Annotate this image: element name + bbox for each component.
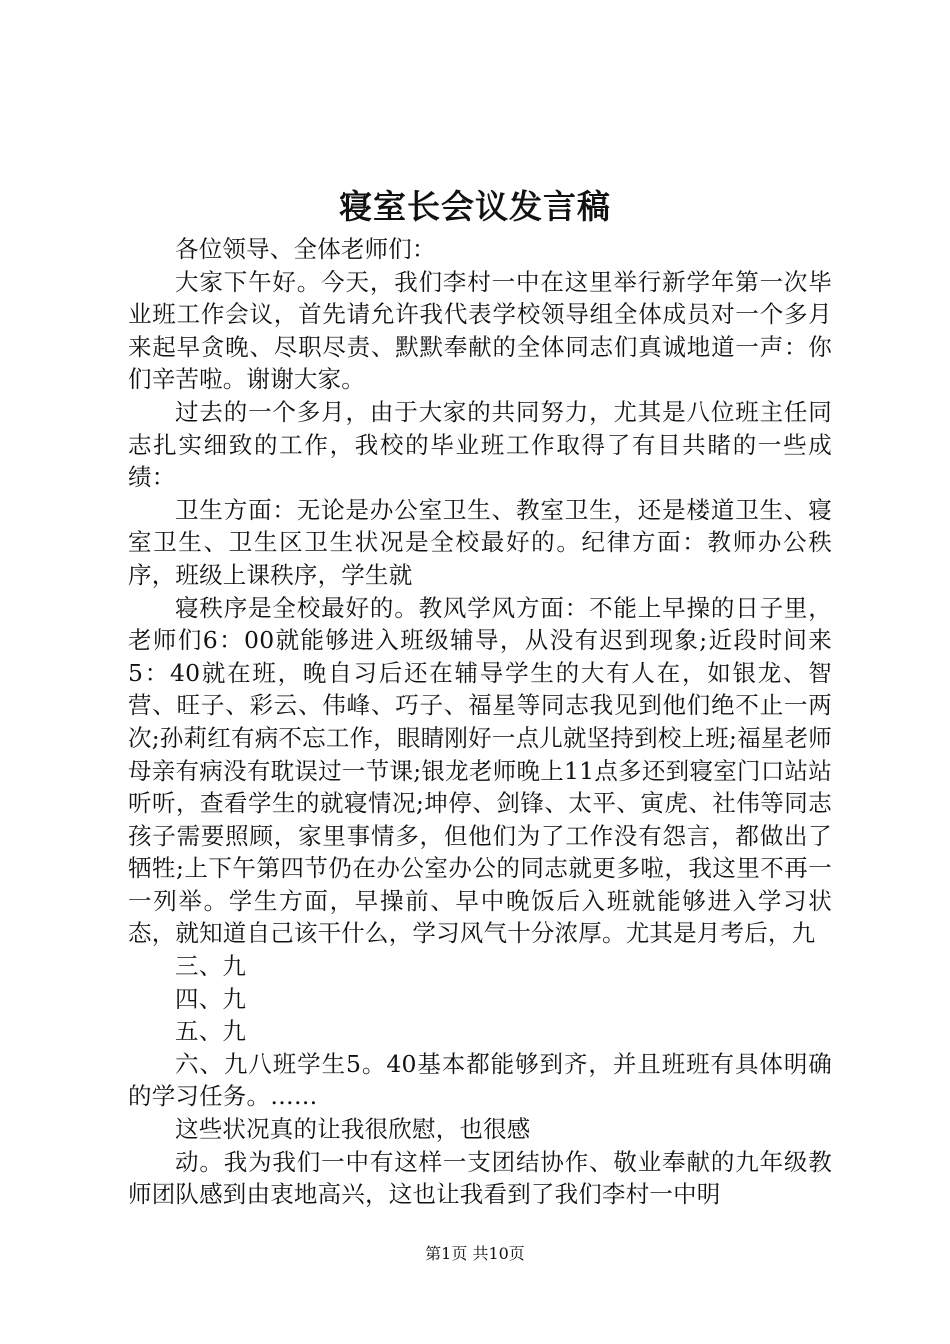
paragraph: 六、九八班学生5。40基本都能够到齐，并且班班有具体明确的学习任务。…… [128,1049,832,1111]
paragraph: 过去的一个多月，由于大家的共同努力，尤其是八位班主任同志扎实细致的工作，我校的毕业班工作取得了有目共睹的一些成绩： [128,397,832,492]
paragraph: 五、九 [175,1017,247,1046]
document-title: 寝室长会议发言稿 [339,187,611,226]
paragraph: 大家下午好。今天，我们李村一中在这里举行新学年第一次毕业班工作会议，首先请允许我代表学校领导组全体成员对一个多月来起早贪晚、尽职尽责、默默奉献的全体同志们真诚地道一声：你们辛苦啦。谢谢大家。 [128,267,832,394]
paragraph: 寝秩序是全校最好的。教风学风方面：不能上早操的日子里，老师们6：00就能够进入班级辅导，从没有迟到现象;近段时间来5：40就在班，晚自习后还在辅导学生的大有人在，如银龙、智营、旺子、彩云、伟峰、巧子、福星等同志我见到他们绝不止一两次;孙莉红有病不忘工作，眼睛刚好一点儿就坚持到校上班;福星老师母亲有病没有耽误过一节课;银龙老师晚上11点多还到寝室门口站站听听，查看学生的就寝情况;坤停、剑锋、太平、寅虎、社伟等同志孩子需要照顾，家里事情多，但他们为了工作没有怨言，都做出了牺牲;上下午第四节仍在办公室办公的同志就更多啦，我这里不再一一列举。学生方面，早操前、早中晚饭后入班就能够进入学习状态，就知道自己该干什么，学习风气十分浓厚。尤其是月考后，九 [128,593,832,948]
paragraph: 这些状况真的让我很欣慰，也很感 [175,1115,531,1144]
paragraph: 动。我为我们一中有这样一支团结协作、敬业奉献的九年级教师团队感到由衷地高兴，这也让我看到了我们李村一中明 [128,1147,832,1209]
paragraph-salutation: 各位领导、全体老师们： [175,235,436,263]
page-number: 第1页 共10页 [425,1244,525,1263]
paragraph: 三、九 [175,952,247,981]
paragraph: 四、九 [175,984,247,1013]
paragraph: 卫生方面：无论是办公室卫生、教室卫生，还是楼道卫生、寝室卫生、卫生区卫生状况是全校最好的。纪律方面：教师办公秩序，班级上课秩序，学生就 [128,495,832,589]
document-body [128,233,832,1211]
